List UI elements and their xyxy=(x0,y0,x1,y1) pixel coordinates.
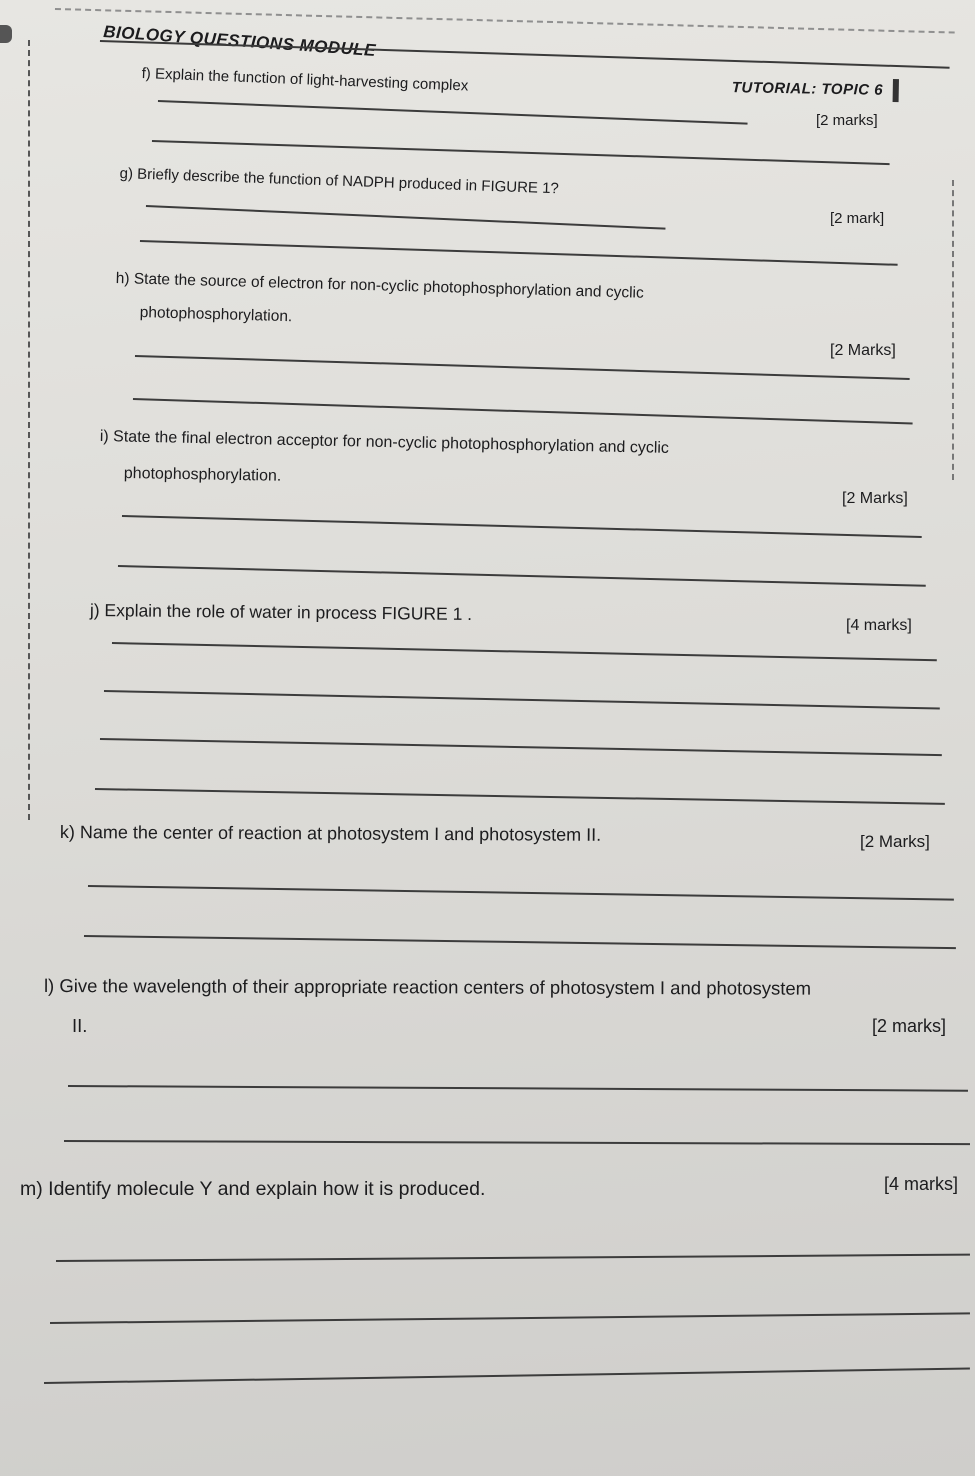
question-j: j) Explain the role of water in process FIGURE 1 . xyxy=(89,600,473,625)
question-g: g) Briefly describe the function of NADPH produced in FIGURE 1? xyxy=(119,165,560,198)
right-dashed-border xyxy=(952,180,954,480)
answer-line-j1 xyxy=(112,642,937,661)
marks-k: [2 Marks] xyxy=(860,832,930,851)
answer-line-l2 xyxy=(64,1140,970,1145)
binder-mark xyxy=(0,25,12,43)
answer-line-k1 xyxy=(88,885,954,901)
answer-line-i1 xyxy=(122,515,922,538)
answer-line-f1 xyxy=(158,100,748,125)
answer-line-j3 xyxy=(100,738,942,756)
marks-l: [2 marks] xyxy=(872,1016,947,1036)
question-l-cont: II. xyxy=(72,1015,88,1036)
answer-line-j2 xyxy=(104,690,940,710)
answer-line-h2 xyxy=(133,398,913,424)
question-l: l) Give the wavelength of their appropriate reaction centers of photosystem I and photosystem xyxy=(43,975,812,999)
answer-line-m1 xyxy=(56,1254,970,1262)
question-k: k) Name the center of reaction at photosystem I and photosystem II. xyxy=(59,822,602,845)
marks-i: [2 Marks] xyxy=(842,490,908,507)
answer-line-m2 xyxy=(50,1312,970,1324)
answer-line-g1 xyxy=(146,205,666,230)
answer-line-m3 xyxy=(44,1367,970,1384)
header-rule xyxy=(100,40,950,69)
answer-line-j4 xyxy=(95,788,945,805)
answer-line-g2 xyxy=(140,240,898,266)
tutorial-label: TUTORIAL: TOPIC 6 xyxy=(722,76,900,102)
left-dashed-border xyxy=(28,40,30,820)
marks-f: [2 marks] xyxy=(816,112,878,129)
question-i: i) State the final electron acceptor for non-cyclic photophosphorylation and cyclic xyxy=(99,428,670,457)
question-h: h) State the source of electron for non-cyclic photophosphorylation and cyclic xyxy=(115,270,644,302)
question-h-cont: photophosphorylation. xyxy=(139,304,293,326)
answer-line-l1 xyxy=(68,1085,968,1092)
answer-line-k2 xyxy=(84,935,956,949)
question-i-cont: photophosphorylation. xyxy=(123,465,282,485)
marks-j: [4 marks] xyxy=(846,617,912,634)
question-f: f) Explain the function of light-harvesting complex xyxy=(141,65,469,95)
module-title: BIOLOGY QUESTIONS MODULE xyxy=(102,22,377,61)
question-m: m) Identify molecule Y and explain how it is produced. xyxy=(20,1178,486,1200)
answer-line-f2 xyxy=(152,140,890,165)
answer-line-i2 xyxy=(118,565,926,587)
marks-m: [4 marks] xyxy=(884,1174,959,1194)
marks-g: [2 mark] xyxy=(830,210,885,227)
answer-line-h1 xyxy=(135,355,910,380)
marks-h: [2 Marks] xyxy=(830,342,896,359)
